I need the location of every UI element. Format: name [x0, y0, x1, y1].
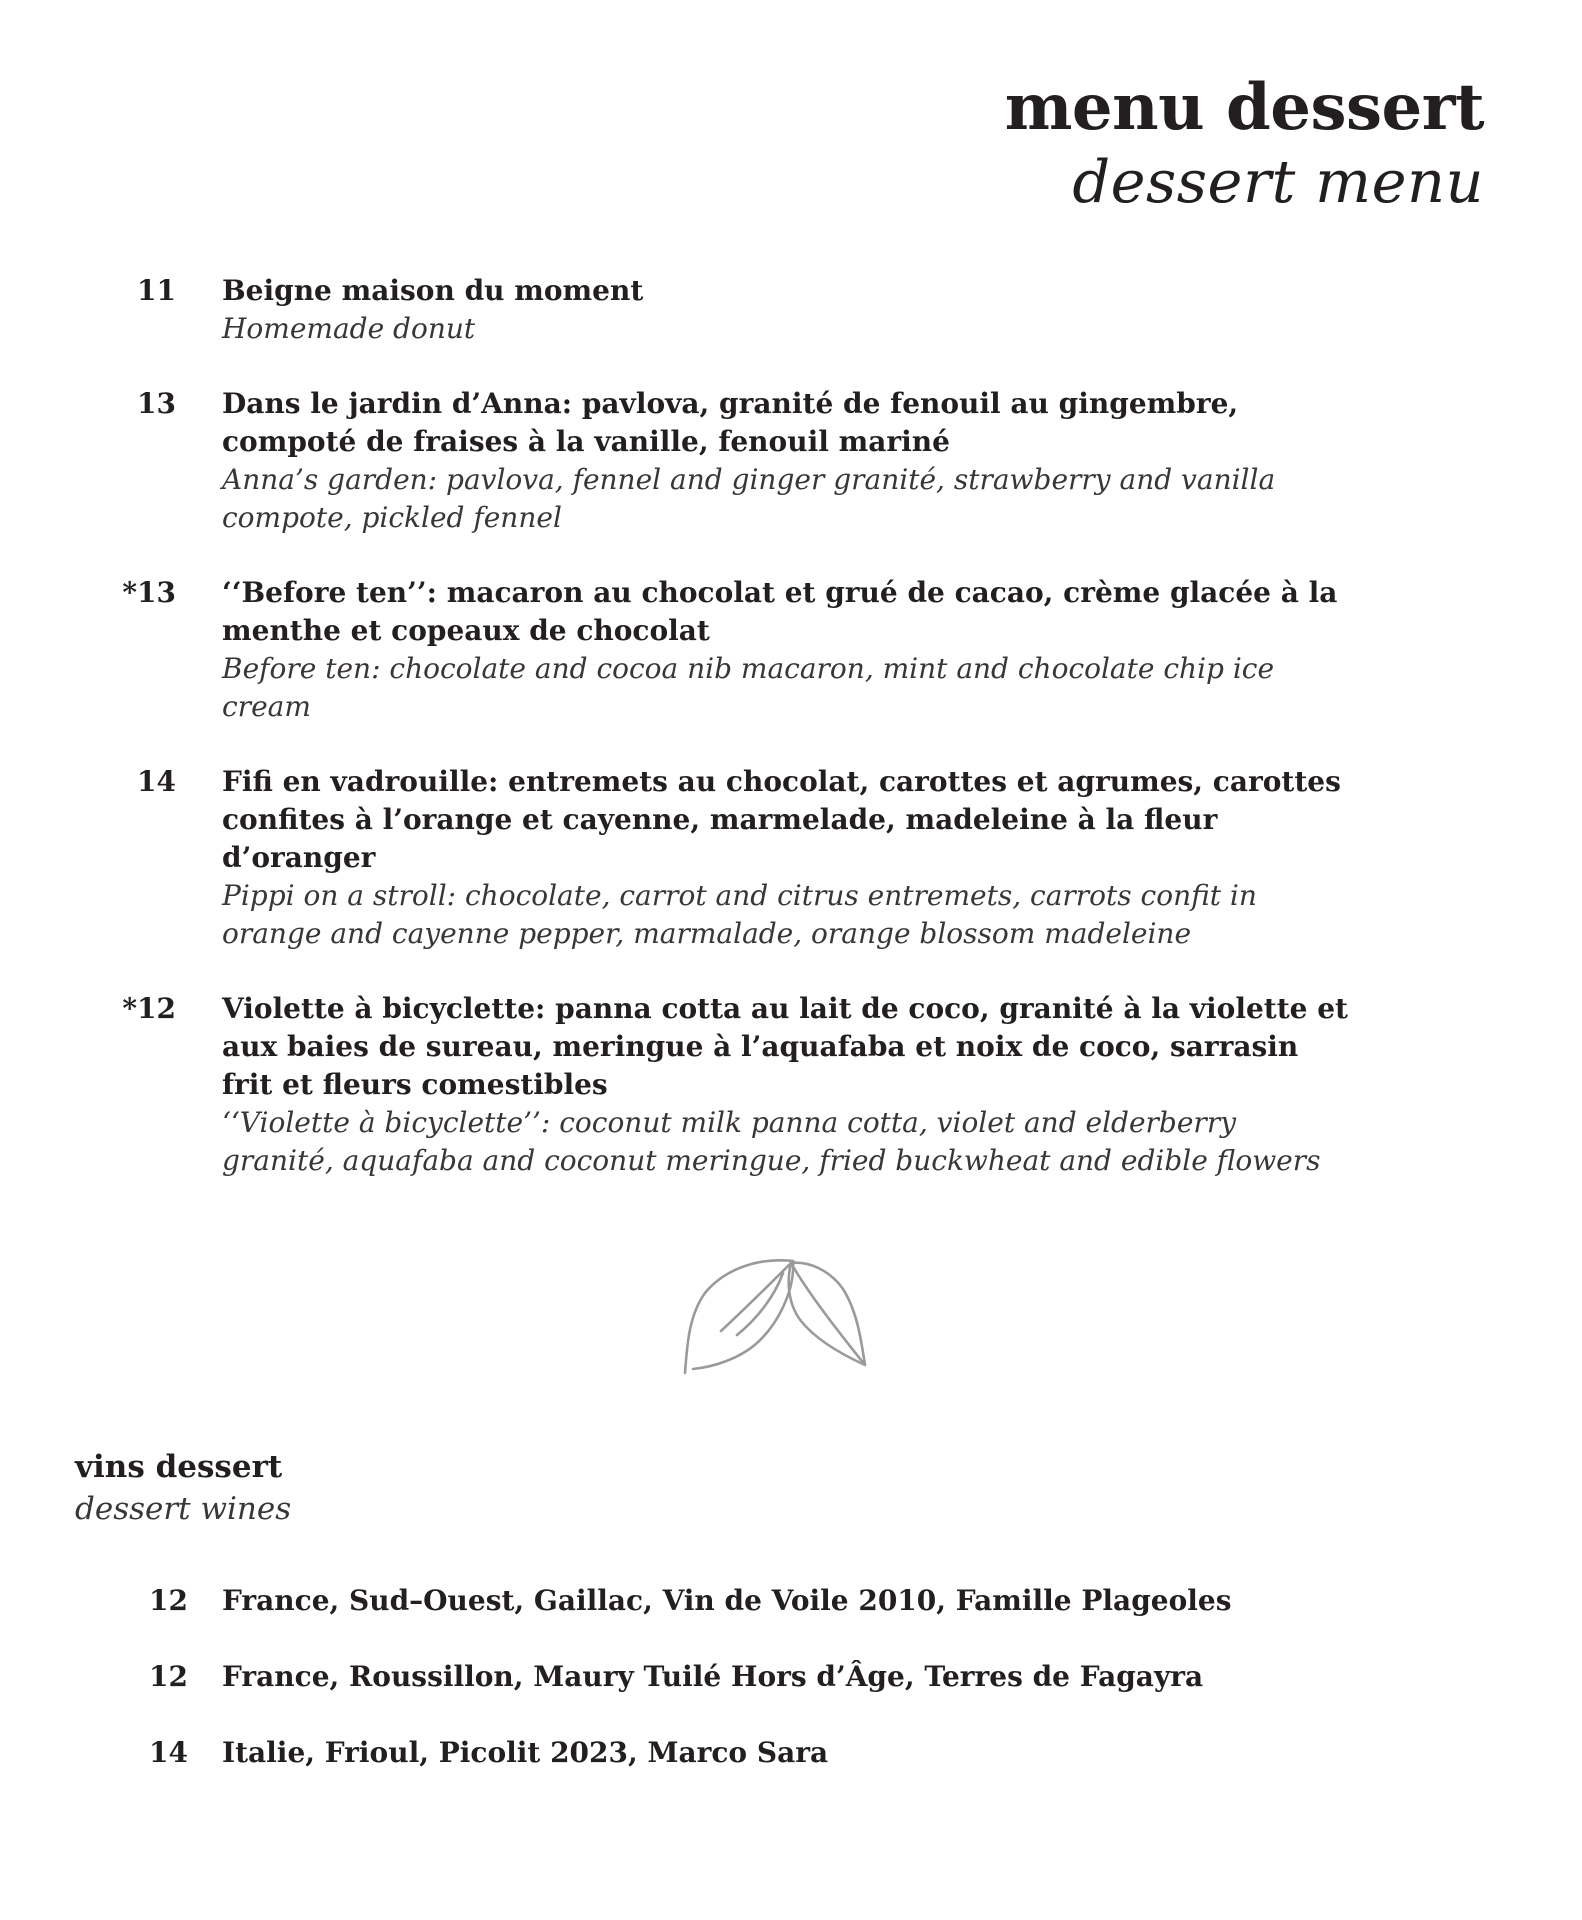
wine-price: 14 — [149, 1736, 188, 1769]
dessert-item — [0, 272, 1582, 348]
wine-item — [0, 1582, 1582, 1658]
title-english: dessert menu — [1072, 147, 1484, 216]
dessert-name-english: Before ten: chocolate and cocoa nib macaron, mint and chocolate chip ice cream — [222, 652, 1275, 723]
wine-price: 12 — [149, 1660, 188, 1693]
title-french: menu dessert — [1004, 70, 1484, 145]
wine-name: France, Sud–Ouest, Gaillac, Vin de Voile 2010, Famille Plageoles — [222, 1584, 1232, 1617]
dessert-name-french: Beigne maison du moment — [222, 274, 644, 307]
dessert-price: *12 — [122, 992, 176, 1025]
dessert-text — [222, 763, 1352, 953]
dessert-item — [0, 763, 1582, 953]
wine-item — [0, 1734, 1582, 1810]
wines-heading-french: vins dessert — [75, 1449, 283, 1485]
dessert-name-english: ‘‘Violette à bicyclette’’: coconut milk panna cotta, violet and elderberry granité, aquafaba and coconut meringue, fried buckwheat and edible flowers — [222, 1106, 1321, 1177]
dessert-name-french: ‘‘Before ten’’: macaron au chocolat et grué de cacao, crème glacée à la menthe et copeaux de chocolat — [222, 576, 1338, 647]
wine-list — [0, 1582, 1582, 1810]
dessert-name-french: Fifi en vadrouille: entremets au chocolat, carottes et agrumes, carottes confites à l’orange et cayenne, marmelade, madeleine à la fleur d’oranger — [222, 765, 1341, 874]
dessert-item — [0, 385, 1582, 537]
wines-heading-english: dessert wines — [75, 1491, 292, 1527]
wine-name: Italie, Frioul, Picolit 2023, Marco Sara — [222, 1736, 829, 1769]
wine-price: 12 — [149, 1584, 188, 1617]
dessert-name-english: Anna’s garden: pavlova, fennel and ginger granité, strawberry and vanilla compote, pickled fennel — [222, 463, 1276, 534]
leaf-icon — [683, 1255, 869, 1375]
dessert-price: *13 — [122, 576, 176, 609]
dessert-item — [0, 574, 1582, 726]
dessert-price: 11 — [137, 274, 176, 307]
dessert-text — [222, 385, 1352, 537]
dessert-text — [222, 990, 1352, 1180]
dessert-price: 14 — [137, 765, 176, 798]
dessert-text — [222, 272, 1352, 348]
dessert-price: 13 — [137, 387, 176, 420]
dessert-name-english: Homemade donut — [222, 312, 476, 345]
wines-heading — [75, 1446, 291, 1530]
dessert-name-french: Dans le jardin d’Anna: pavlova, granité de fenouil au gingembre, compoté de fraises à la vanille, fenouil mariné — [222, 387, 1239, 458]
dessert-text — [222, 574, 1352, 726]
dessert-name-english: Pippi on a stroll: chocolate, carrot and citrus entremets, carrots confit in orange and cayenne pepper, marmalade, orange blossom madeleine — [222, 879, 1257, 950]
wine-name: France, Roussillon, Maury Tuilé Hors d’Âge, Terres de Fagayra — [222, 1660, 1204, 1693]
dessert-item — [0, 990, 1582, 1180]
dessert-list — [0, 272, 1582, 1217]
dessert-name-french: Violette à bicyclette: panna cotta au lait de coco, granité à la violette et aux baies de sureau, meringue à l’aquafaba et noix de coco, sarrasin frit et fleurs comestibles — [222, 992, 1348, 1101]
page-title — [1005, 70, 1484, 218]
wine-item — [0, 1658, 1582, 1734]
